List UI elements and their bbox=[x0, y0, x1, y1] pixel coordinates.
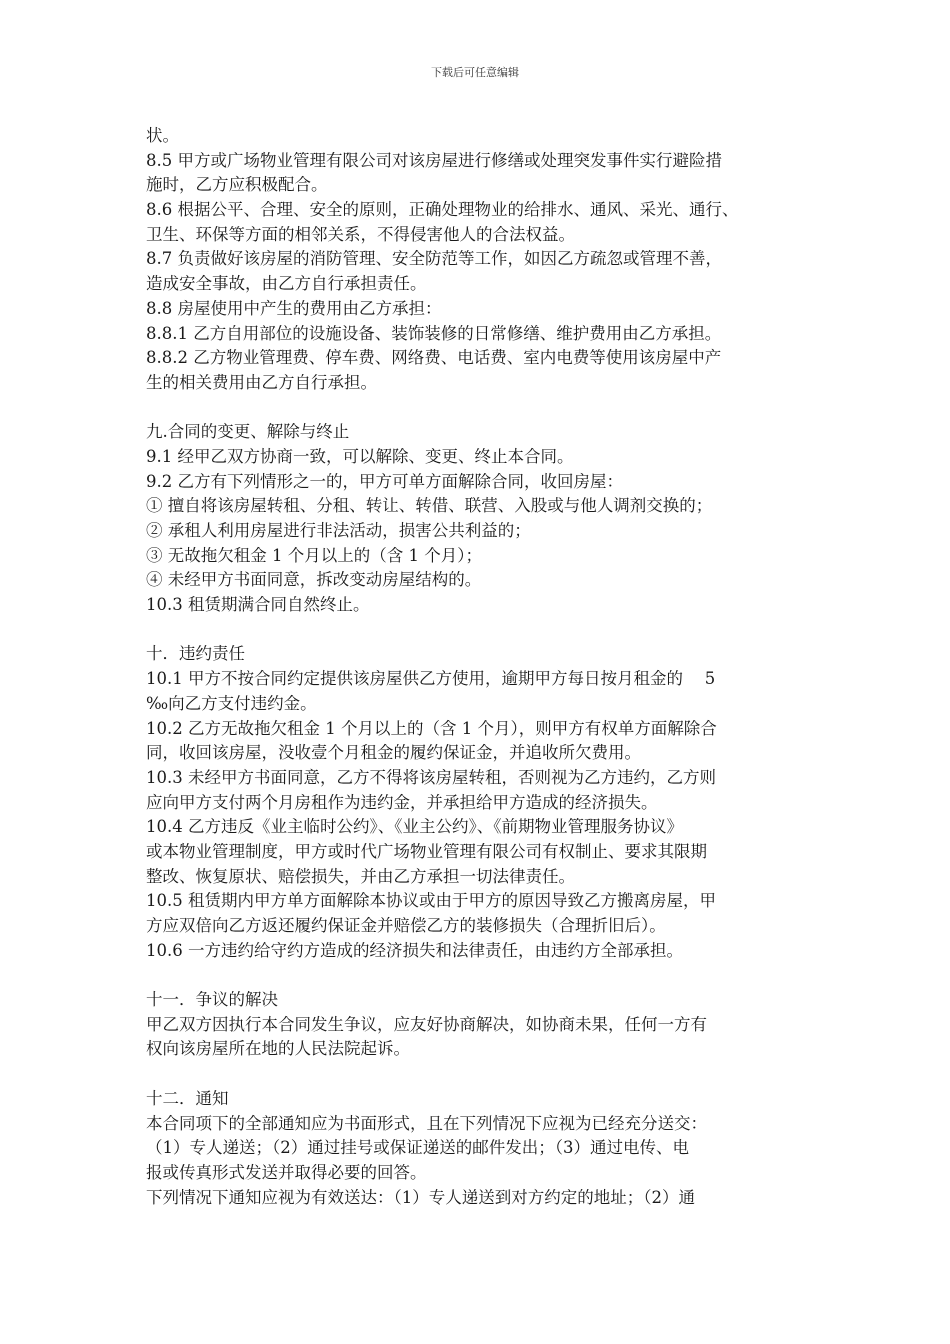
body-line: 8.5 甲方或广场物业管理有限公司对该房屋进行修缮或处理突发事件实行避险措 bbox=[146, 150, 722, 170]
body-line: ④ 未经甲方书面同意，拆改变动房屋结构的。 bbox=[146, 570, 482, 590]
body-line: 报或传真形式发送并取得必要的回答。 bbox=[146, 1162, 427, 1182]
body-line: 8.7 负责做好该房屋的消防管理、安全防范等工作，如因乙方疏忽或管理不善， bbox=[146, 249, 722, 269]
body-line: ① 擅自将该房屋转租、分租、转让、转借、联营、入股或与他人调剂交换的； bbox=[146, 496, 713, 516]
body-line: 权向该房屋所在地的人民法院起诉。 bbox=[146, 1039, 410, 1059]
body-line: 或本物业管理制度，甲方或时代广场物业管理有限公司有权制止、要求其限期 bbox=[146, 841, 707, 861]
body-line: 8.8.1 乙方自用部位的设施设备、装饰装修的日常修缮、维护费用由乙方承担。 bbox=[146, 323, 722, 343]
body-line: 9.2 乙方有下列情形之一的，甲方可单方面解除合同，收回房屋： bbox=[146, 471, 623, 491]
body-line: ② 承租人利用房屋进行非法活动，损害公共利益的； bbox=[146, 521, 531, 540]
body-line: ‰向乙方支付违约金。 bbox=[146, 693, 317, 713]
body-line: 整改、恢复原状、赔偿损失，并由乙方承担一切法律责任。 bbox=[146, 866, 575, 886]
body-line: 本合同项下的全部通知应为书面形式，且在下列情况下应视为已经充分送交： bbox=[146, 1113, 707, 1133]
body-line: 下列情况下通知应视为有效送达：（1）专人递送到对方约定的地址；（2）通 bbox=[146, 1187, 695, 1207]
body-line: 十一．争议的解决 bbox=[146, 990, 278, 1010]
document-body bbox=[146, 124, 816, 1210]
body-line: 10.3 租赁期满合同自然终止。 bbox=[146, 595, 370, 615]
body-line: 10.5 租赁期内甲方单方面解除本协议或由于甲方的原因导致乙方搬离房屋，甲 bbox=[146, 891, 716, 911]
body-line: 生的相关费用由乙方自行承担。 bbox=[146, 372, 377, 392]
body-line: 10.3 未经甲方书面同意，乙方不得将该房屋转租，否则视为乙方违约，乙方则 bbox=[146, 767, 716, 787]
body-line: 十二．通知 bbox=[146, 1088, 229, 1108]
body-line: 10.4 乙方违反《业主临时公约》、《业主公约》、《前期物业管理服务协议》 bbox=[146, 817, 683, 837]
blank-line bbox=[146, 1062, 816, 1087]
body-line: 8.8.2 乙方物业管理费、停车费、网络费、电话费、室内电费等使用该房屋中产 bbox=[146, 348, 722, 368]
body-line: 10.6 一方违约给守约方造成的经济损失和法律责任，由违约方全部承担。 bbox=[146, 940, 683, 960]
body-line: 8.6 根据公平、合理、安全的原则，正确处理物业的给排水、通风、采光、通行、 bbox=[146, 200, 739, 220]
body-line: 应向甲方支付两个月房租作为违约金，并承担给甲方造成的经济损失。 bbox=[146, 792, 658, 812]
body-line: 10.1 甲方不按合同约定提供该房屋供乙方使用，逾期甲方每日按月租金的 5 bbox=[146, 669, 716, 689]
blank-line bbox=[146, 963, 816, 988]
body-line: 8.8 房屋使用中产生的费用由乙方承担： bbox=[146, 298, 442, 318]
blank-line bbox=[146, 396, 816, 421]
body-line: 十．违约责任 bbox=[146, 644, 245, 664]
body-line: （1）专人递送；（2）通过挂号或保证递送的邮件发出；（3）通过电传、电 bbox=[146, 1138, 689, 1158]
body-line: 造成安全事故，由乙方自行承担责任。 bbox=[146, 274, 427, 294]
body-line: 方应双倍向乙方返还履约保证金并赔偿乙方的装修损失（合理折旧后）。 bbox=[146, 916, 666, 935]
body-line: 施时，乙方应积极配合。 bbox=[146, 175, 328, 195]
body-line: 卫生、环保等方面的相邻关系，不得侵害他人的合法权益。 bbox=[146, 224, 575, 244]
blank-line bbox=[146, 618, 816, 643]
body-line: 甲乙双方因执行本合同发生争议，应友好协商解决，如协商未果，任何一方有 bbox=[146, 1014, 707, 1034]
page-header-note: 下载后可任意编辑 bbox=[431, 66, 519, 79]
body-line: 九.合同的变更、解除与终止 bbox=[146, 422, 350, 442]
body-line: 9.1 经甲乙双方协商一致，可以解除、变更、终止本合同。 bbox=[146, 446, 574, 466]
body-line: 状。 bbox=[146, 126, 179, 145]
body-line: ③ 无故拖欠租金 1 个月以上的（含 1 个月）； bbox=[146, 545, 482, 565]
body-line: 10.2 乙方无故拖欠租金 1 个月以上的（含 1 个月），则甲方有权单方面解除合 bbox=[146, 718, 717, 738]
body-line: 同，收回该房屋，没收壹个月租金的履约保证金，并追收所欠费用。 bbox=[146, 743, 641, 763]
